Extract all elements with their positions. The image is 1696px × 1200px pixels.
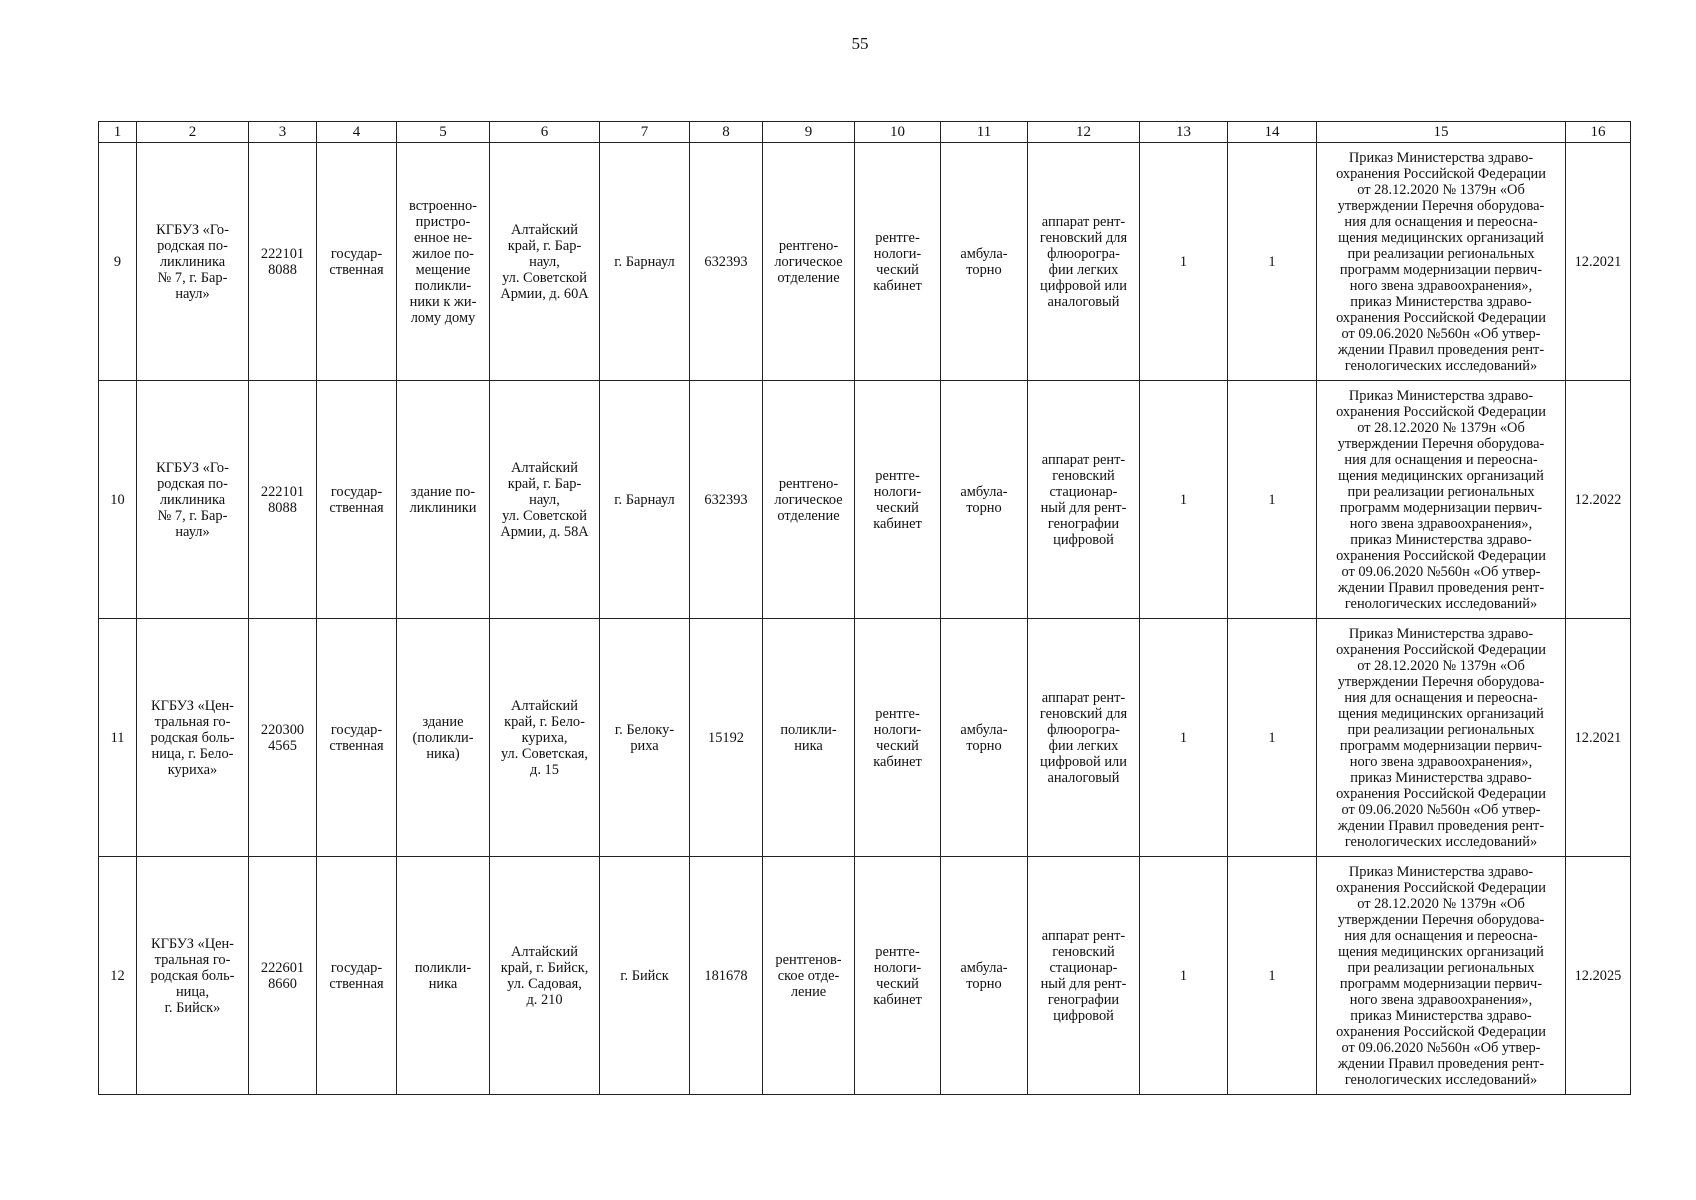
table-row: [99, 619, 1631, 857]
population: 632393: [690, 381, 763, 619]
quantity: 1: [1140, 619, 1228, 857]
address: Алтайский край, г. Бийск, ул. Садовая, д. 210: [490, 857, 600, 1095]
department: поликли- ника: [763, 619, 855, 857]
population: 15192: [690, 619, 763, 857]
care-conditions: амбула- торно: [941, 857, 1028, 1095]
care-conditions: амбула- торно: [941, 381, 1028, 619]
settlement: г. Барнаул: [600, 381, 690, 619]
building-type: здание (поликли- ника): [397, 619, 490, 857]
settlement: г. Барнаул: [600, 143, 690, 381]
column-header: 7: [600, 122, 690, 143]
column-header: 10: [855, 122, 941, 143]
row-number: 9: [99, 143, 137, 381]
page-number: 55: [851, 34, 869, 53]
ownership-form: государ- ственная: [317, 619, 397, 857]
organization-name: КГБУЗ «Го- родская по- ликлиника № 7, г. Бар- наул»: [137, 143, 249, 381]
inn-code: 222101 8088: [249, 381, 317, 619]
column-header: 2: [137, 122, 249, 143]
population: 181678: [690, 857, 763, 1095]
regulatory-basis: Приказ Министерства здраво- охранения Российской Федерации от 28.12.2020 № 1379н «Об утверждении Перечня оборудова- ния для оснащения и переосна- щения медицинских организаций при реализации региональных программ модернизации первич- ного звена здравоохранения», приказ Министерства здраво- охранения Российской Федерации от 09.06.2020 №560н «Об утвер- ждении Правил проведения рент- генологических исследований»: [1317, 381, 1566, 619]
equipment-table: [98, 121, 1631, 1095]
quantity-planned: 1: [1228, 381, 1317, 619]
column-header: 1: [99, 122, 137, 143]
deadline: 12.2021: [1566, 143, 1631, 381]
ownership-form: государ- ственная: [317, 381, 397, 619]
quantity: 1: [1140, 381, 1228, 619]
column-header: 5: [397, 122, 490, 143]
table-row: [99, 381, 1631, 619]
department: рентгенов- ское отде- ление: [763, 857, 855, 1095]
column-header: 12: [1028, 122, 1140, 143]
column-header: 9: [763, 122, 855, 143]
organization-name: КГБУЗ «Цен- тральная го- родская боль- ница, г. Бело- куриха»: [137, 619, 249, 857]
room-type: рентге- нологи- ческий кабинет: [855, 143, 941, 381]
column-header: 8: [690, 122, 763, 143]
address: Алтайский край, г. Бар- наул, ул. Советской Армии, д. 58А: [490, 381, 600, 619]
equipment-name: аппарат рент- геновский для флюорогра- фии легких цифровой или аналоговый: [1028, 143, 1140, 381]
row-number: 12: [99, 857, 137, 1095]
deadline: 12.2025: [1566, 857, 1631, 1095]
column-header: 6: [490, 122, 600, 143]
room-type: рентге- нологи- ческий кабинет: [855, 619, 941, 857]
address: Алтайский край, г. Бело- куриха, ул. Советская, д. 15: [490, 619, 600, 857]
building-type: встроенно- пристро- енное не- жилое по- мещение поликли- ники к жи- лому дому: [397, 143, 490, 381]
row-number: 11: [99, 619, 137, 857]
room-type: рентге- нологи- ческий кабинет: [855, 381, 941, 619]
care-conditions: амбула- торно: [941, 619, 1028, 857]
column-header: 13: [1140, 122, 1228, 143]
ownership-form: государ- ственная: [317, 857, 397, 1095]
deadline: 12.2022: [1566, 381, 1631, 619]
column-header: 11: [941, 122, 1028, 143]
organization-name: КГБУЗ «Го- родская по- ликлиника № 7, г. Бар- наул»: [137, 381, 249, 619]
inn-code: 220300 4565: [249, 619, 317, 857]
table-row: [99, 857, 1631, 1095]
column-header: 16: [1566, 122, 1631, 143]
quantity-planned: 1: [1228, 857, 1317, 1095]
column-header: 3: [249, 122, 317, 143]
department: рентгено- логическое отделение: [763, 143, 855, 381]
address: Алтайский край, г. Бар- наул, ул. Советской Армии, д. 60А: [490, 143, 600, 381]
regulatory-basis: Приказ Министерства здраво- охранения Российской Федерации от 28.12.2020 № 1379н «Об утверждении Перечня оборудова- ния для оснащения и переосна- щения медицинских организаций при реализации региональных программ модернизации первич- ного звена здравоохранения», приказ Министерства здраво- охранения Российской Федерации от 09.06.2020 №560н «Об утвер- ждении Правил проведения рент- генологических исследований»: [1317, 857, 1566, 1095]
row-number: 10: [99, 381, 137, 619]
building-type: здание по- ликлиники: [397, 381, 490, 619]
inn-code: 222601 8660: [249, 857, 317, 1095]
room-type: рентге- нологи- ческий кабинет: [855, 857, 941, 1095]
settlement: г. Белоку- риха: [600, 619, 690, 857]
column-header: 4: [317, 122, 397, 143]
regulatory-basis: Приказ Министерства здраво- охранения Российской Федерации от 28.12.2020 № 1379н «Об утверждении Перечня оборудова- ния для оснащения и переосна- щения медицинских организаций при реализации региональных программ модернизации первич- ного звена здравоохранения», приказ Министерства здраво- охранения Российской Федерации от 09.06.2020 №560н «Об утвер- ждении Правил проведения рент- генологических исследований»: [1317, 143, 1566, 381]
settlement: г. Бийск: [600, 857, 690, 1095]
organization-name: КГБУЗ «Цен- тральная го- родская боль- ница, г. Бийск»: [137, 857, 249, 1095]
quantity-planned: 1: [1228, 619, 1317, 857]
ownership-form: государ- ственная: [317, 143, 397, 381]
building-type: поликли- ника: [397, 857, 490, 1095]
quantity-planned: 1: [1228, 143, 1317, 381]
equipment-name: аппарат рент- геновский стационар- ный для рент- генографии цифровой: [1028, 381, 1140, 619]
quantity: 1: [1140, 857, 1228, 1095]
care-conditions: амбула- торно: [941, 143, 1028, 381]
column-number-row: [99, 122, 1631, 143]
column-header: 14: [1228, 122, 1317, 143]
column-header: 15: [1317, 122, 1566, 143]
inn-code: 222101 8088: [249, 143, 317, 381]
table-row: [99, 143, 1631, 381]
population: 632393: [690, 143, 763, 381]
deadline: 12.2021: [1566, 619, 1631, 857]
regulatory-basis: Приказ Министерства здраво- охранения Российской Федерации от 28.12.2020 № 1379н «Об утверждении Перечня оборудова- ния для оснащения и переосна- щения медицинских организаций при реализации региональных программ модернизации первич- ного звена здравоохранения», приказ Министерства здраво- охранения Российской Федерации от 09.06.2020 №560н «Об утвер- ждении Правил проведения рент- генологических исследований»: [1317, 619, 1566, 857]
equipment-name: аппарат рент- геновский стационар- ный для рент- генографии цифровой: [1028, 857, 1140, 1095]
quantity: 1: [1140, 143, 1228, 381]
department: рентгено- логическое отделение: [763, 381, 855, 619]
equipment-name: аппарат рент- геновский для флюорогра- фии легких цифровой или аналоговый: [1028, 619, 1140, 857]
